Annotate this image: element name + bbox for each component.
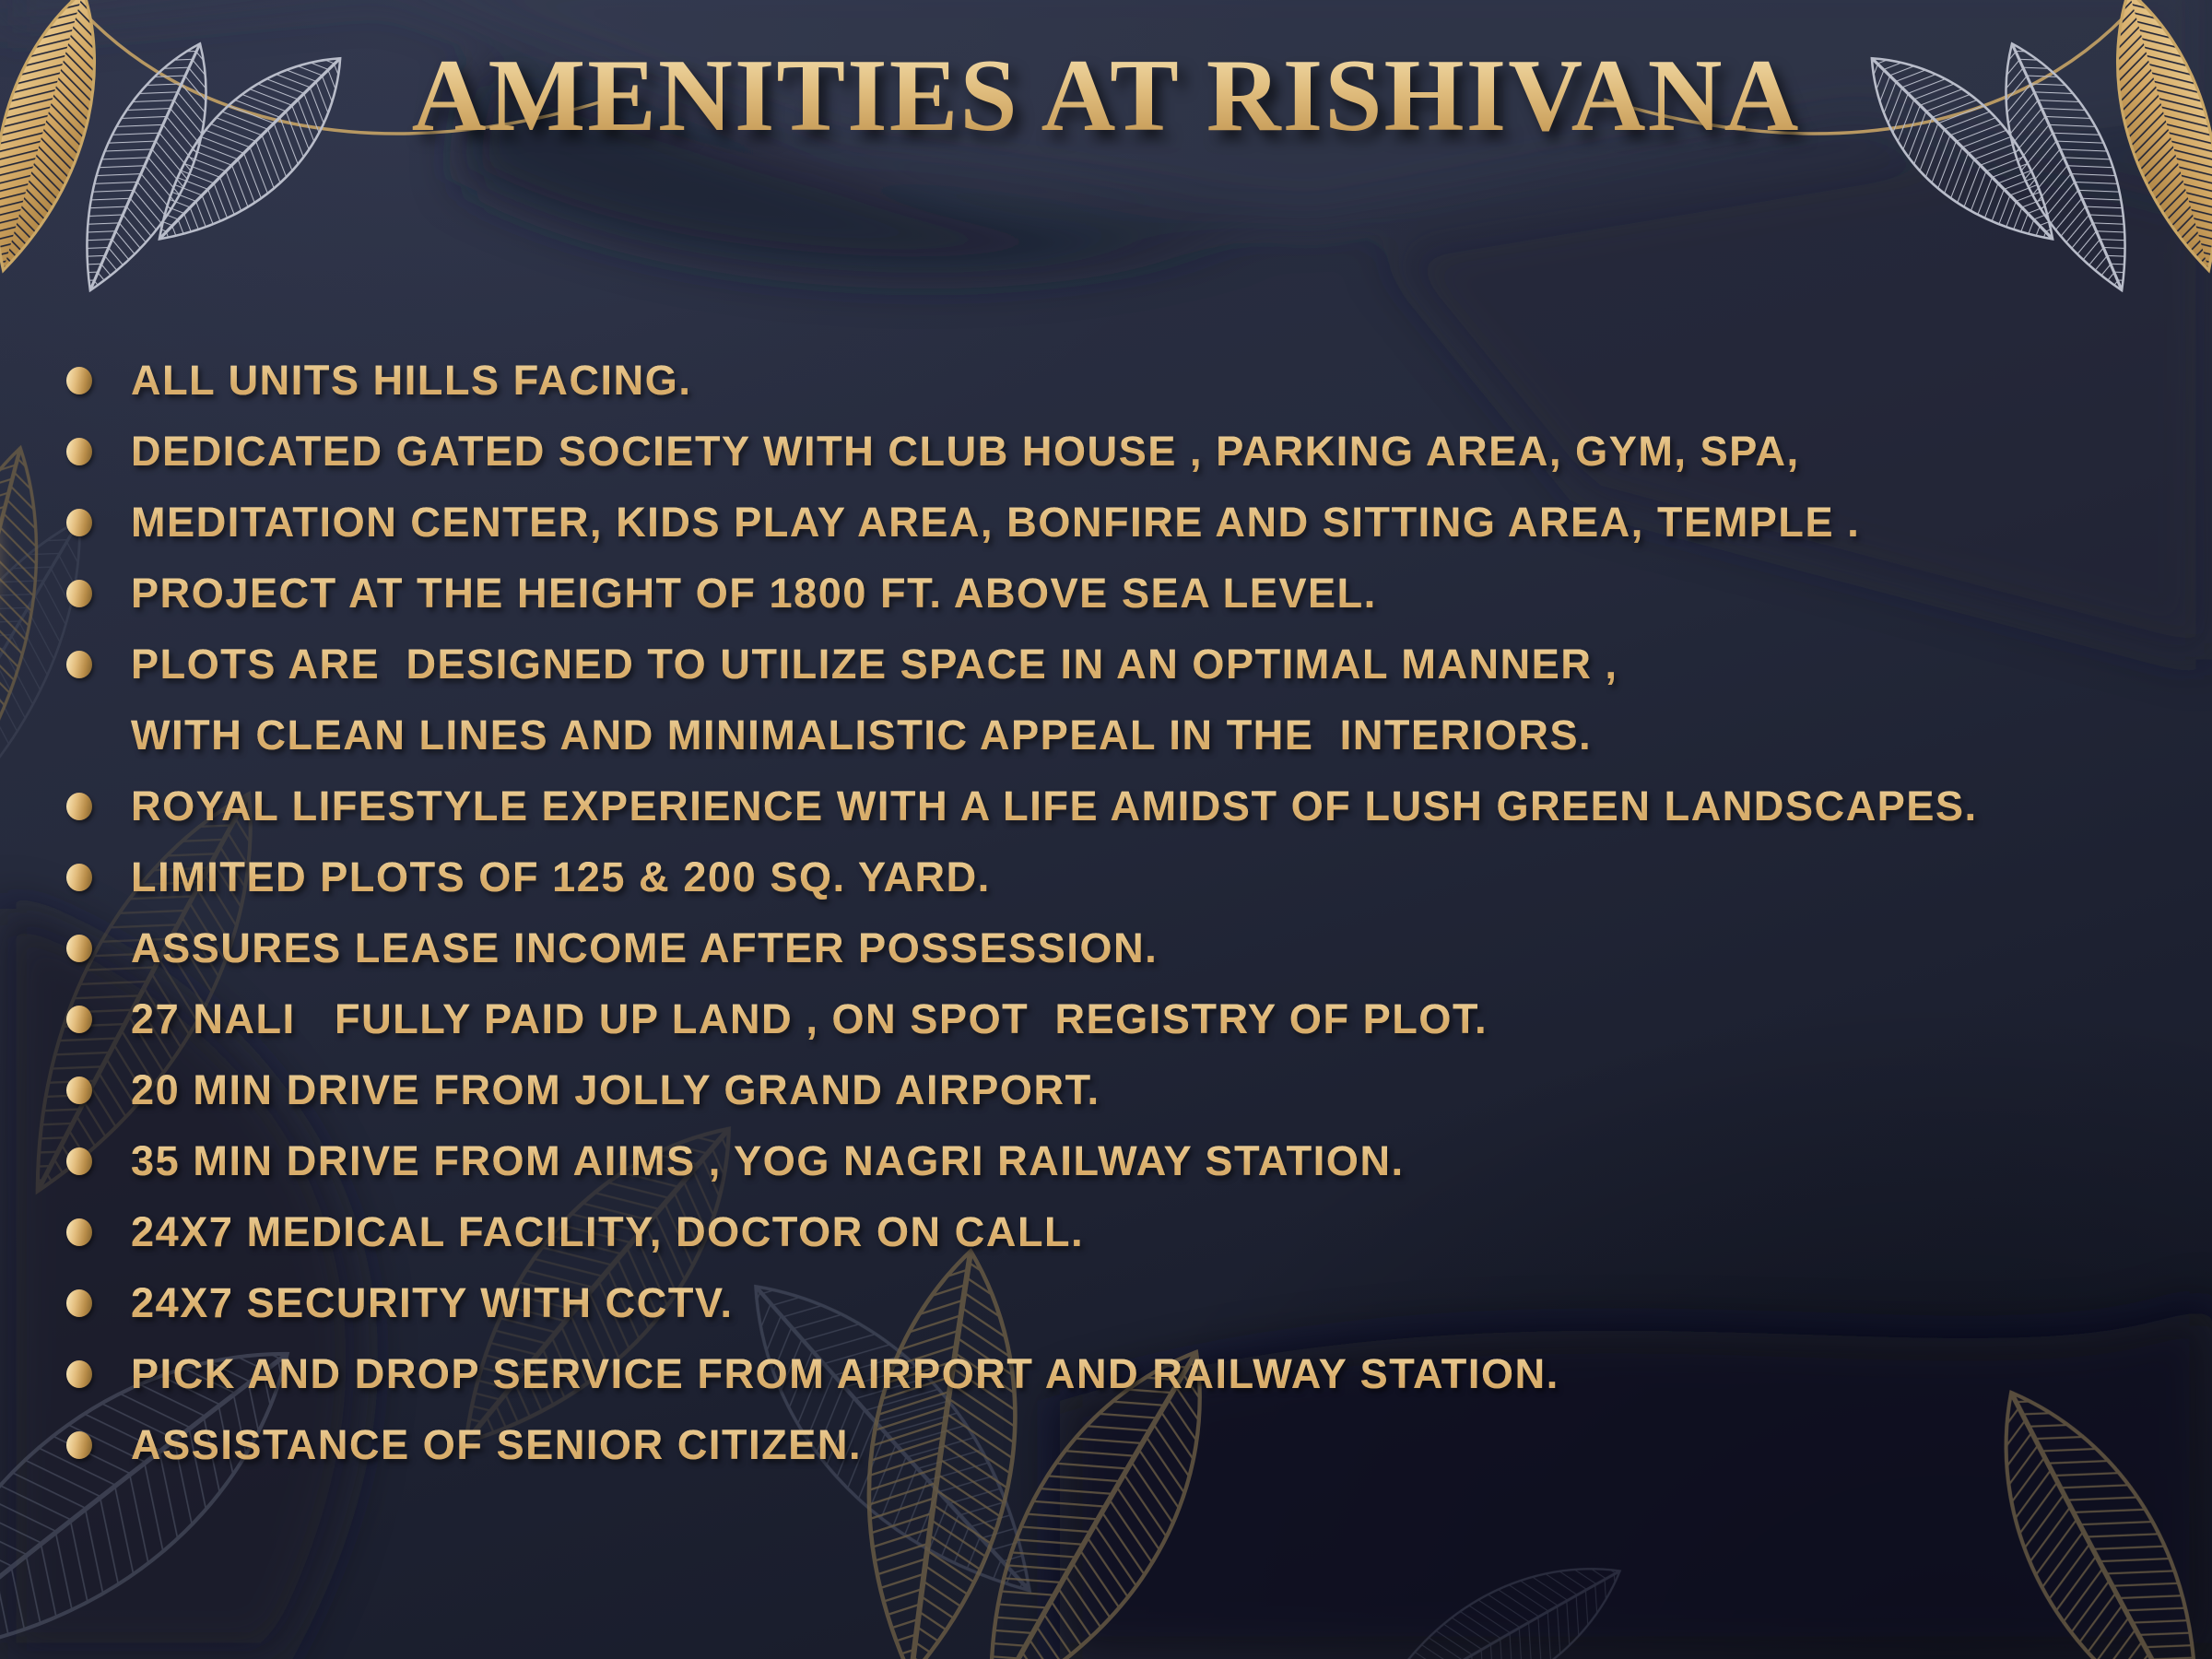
bullet-icon <box>66 1431 92 1459</box>
list-item <box>66 487 2212 558</box>
list-item <box>66 771 2212 841</box>
list-item <box>66 416 2212 487</box>
bullet-icon <box>66 1289 92 1317</box>
list-item <box>66 345 2212 416</box>
list-item-label: LIMITED PLOTS OF 125 & 200 SQ. YARD. <box>131 853 991 900</box>
list-item-label: 24X7 MEDICAL FACILITY, DOCTOR ON CALL. <box>131 1207 1085 1255</box>
page-title: AMENITIES AT RISHIVANA <box>0 37 2212 156</box>
list-item-label: 35 MIN DRIVE FROM AIIMS , YOG NAGRI RAILWAY STATION. <box>131 1136 1405 1184</box>
amenities-list <box>66 345 2212 1480</box>
list-item <box>66 983 2212 1054</box>
list-item <box>66 1338 2212 1409</box>
list-item-label: PROJECT AT THE HEIGHT OF 1800 FT. ABOVE SEA LEVEL. <box>131 569 1377 617</box>
bullet-icon <box>66 864 92 891</box>
bullet-icon <box>66 935 92 962</box>
list-item-label: PLOTS ARE DESIGNED TO UTILIZE SPACE IN AN OPTIMAL MANNER , <box>131 640 1618 688</box>
bullet-icon <box>66 1147 92 1175</box>
list-item-label: MEDITATION CENTER, KIDS PLAY AREA, BONFIRE AND SITTING AREA, TEMPLE . <box>131 498 1861 546</box>
bullet-icon <box>66 1360 92 1388</box>
bullet-icon <box>66 438 92 465</box>
bullet-icon <box>66 793 92 820</box>
list-item <box>66 1196 2212 1267</box>
bullet-icon <box>66 1218 92 1246</box>
list-item <box>66 1054 2212 1125</box>
list-item <box>66 1267 2212 1338</box>
bullet-icon <box>66 1006 92 1033</box>
list-item-label: 24X7 SECURITY WITH CCTV. <box>131 1278 734 1326</box>
list-item-label: ASSISTANCE OF SENIOR CITIZEN. <box>131 1420 863 1468</box>
bullet-icon <box>66 580 92 607</box>
list-item-label: PICK AND DROP SERVICE FROM AIRPORT AND RAILWAY STATION. <box>131 1349 1559 1397</box>
list-item <box>66 1409 2212 1480</box>
list-item-label: ASSURES LEASE INCOME AFTER POSSESSION. <box>131 924 1159 971</box>
list-item <box>66 912 2212 983</box>
list-item <box>66 558 2212 629</box>
list-item <box>66 1125 2212 1196</box>
list-item-label: ALL UNITS HILLS FACING. <box>131 356 692 404</box>
list-item-label: 20 MIN DRIVE FROM JOLLY GRAND AIRPORT. <box>131 1065 1100 1113</box>
list-item <box>66 700 2212 771</box>
list-item <box>66 629 2212 700</box>
bullet-icon <box>66 509 92 536</box>
list-item-label: DEDICATED GATED SOCIETY WITH CLUB HOUSE , PARKING AREA, GYM, SPA, <box>131 427 1800 475</box>
list-item-label: ROYAL LIFESTYLE EXPERIENCE WITH A LIFE AMIDST OF LUSH GREEN LANDSCAPES. <box>131 782 1978 830</box>
list-item-label: 27 NALI FULLY PAID UP LAND , ON SPOT REGISTRY OF PLOT. <box>131 994 1488 1042</box>
bullet-icon <box>66 1077 92 1104</box>
list-item <box>66 841 2212 912</box>
bullet-icon <box>66 651 92 678</box>
list-item-label: WITH CLEAN LINES AND MINIMALISTIC APPEAL IN THE INTERIORS. <box>131 711 1593 759</box>
bullet-icon <box>66 367 92 394</box>
